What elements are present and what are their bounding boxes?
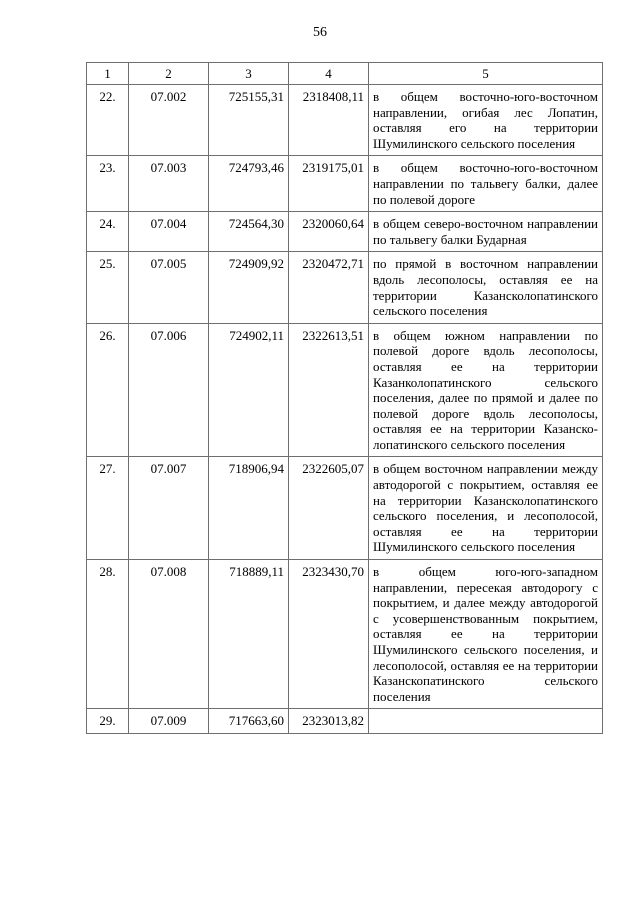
- coordinate-x: 724909,92: [209, 252, 289, 323]
- point-code: 07.002: [129, 85, 209, 156]
- coordinate-x: 725155,31: [209, 85, 289, 156]
- boundary-description: в общем северо-восточном направлении по тальвегу балки Бударная: [369, 212, 603, 252]
- boundary-description: в общем восточном направлении между автодорогой с покрытием, оставляя ее на территории Казансколопатинского сельского поселения, и лесополосой, оставляя ее на территории Шумилинского сельского поселения: [369, 457, 603, 560]
- boundary-description: по прямой в восточном направлении вдоль лесополосы, оставляя ее на территории Казансколопатинского сельского поселения: [369, 252, 603, 323]
- point-code: 07.008: [129, 560, 209, 709]
- boundary-description: в общем южном направлении по полевой дороге вдоль лесополосы, оставляя ее на территории Казанколопатинского сельского поселения, далее по прямой и далее по полевой дороге вдоль лесополосы, оставляя ее на территории Казансколопатинского сельского поселения: [369, 323, 603, 457]
- point-code: 07.003: [129, 156, 209, 212]
- table-row: [87, 212, 603, 252]
- boundary-description: в общем юго-юго-западном направлении, пересекая автодорогу с покрытием, и далее между автодорогой с усовершенствованным покрытием, оставляя ее на территории Шумилинского сельского поселения, и лесополосой, оставляя ее на территории Казанскопатинского сельского поселения: [369, 560, 603, 709]
- table-row: [87, 156, 603, 212]
- boundary-description: в общем восточно-юго-восточном направлении по тальвегу балки, далее по полевой дороге: [369, 156, 603, 212]
- row-number: 22.: [87, 85, 129, 156]
- coordinate-x: 724902,11: [209, 323, 289, 457]
- table-row: [87, 709, 603, 734]
- coordinate-x: 724564,30: [209, 212, 289, 252]
- boundary-description: в общем восточно-юго-восточном направлении, огибая лес Лопатин, оставляя его на территории Шумилинского сельского поселения: [369, 85, 603, 156]
- row-number: 29.: [87, 709, 129, 734]
- table-row: [87, 252, 603, 323]
- coordinate-y: 2323013,82: [289, 709, 369, 734]
- coordinate-x: 718889,11: [209, 560, 289, 709]
- coordinate-y: 2322605,07: [289, 457, 369, 560]
- boundary-description: [369, 709, 603, 734]
- coordinate-x: 717663,60: [209, 709, 289, 734]
- row-number: 23.: [87, 156, 129, 212]
- coordinate-y: 2320060,64: [289, 212, 369, 252]
- row-number: 26.: [87, 323, 129, 457]
- point-code: 07.004: [129, 212, 209, 252]
- coordinate-y: 2320472,71: [289, 252, 369, 323]
- coordinates-table: [86, 62, 603, 734]
- table-row: [87, 85, 603, 156]
- table-row: [87, 323, 603, 457]
- coordinate-x: 724793,46: [209, 156, 289, 212]
- coordinate-y: 2318408,11: [289, 85, 369, 156]
- header-col-1: 1: [87, 63, 129, 85]
- row-number: 25.: [87, 252, 129, 323]
- point-code: 07.009: [129, 709, 209, 734]
- coordinate-y: 2319175,01: [289, 156, 369, 212]
- table-row: [87, 560, 603, 709]
- point-code: 07.005: [129, 252, 209, 323]
- header-col-4: 4: [289, 63, 369, 85]
- table-row: [87, 457, 603, 560]
- point-code: 07.007: [129, 457, 209, 560]
- header-col-3: 3: [209, 63, 289, 85]
- page-number: 56: [313, 25, 327, 40]
- row-number: 28.: [87, 560, 129, 709]
- header-row: [87, 63, 603, 85]
- coordinate-y: 2323430,70: [289, 560, 369, 709]
- coordinate-x: 718906,94: [209, 457, 289, 560]
- header-col-2: 2: [129, 63, 209, 85]
- row-number: 27.: [87, 457, 129, 560]
- header-col-5: 5: [369, 63, 603, 85]
- coordinate-y: 2322613,51: [289, 323, 369, 457]
- point-code: 07.006: [129, 323, 209, 457]
- row-number: 24.: [87, 212, 129, 252]
